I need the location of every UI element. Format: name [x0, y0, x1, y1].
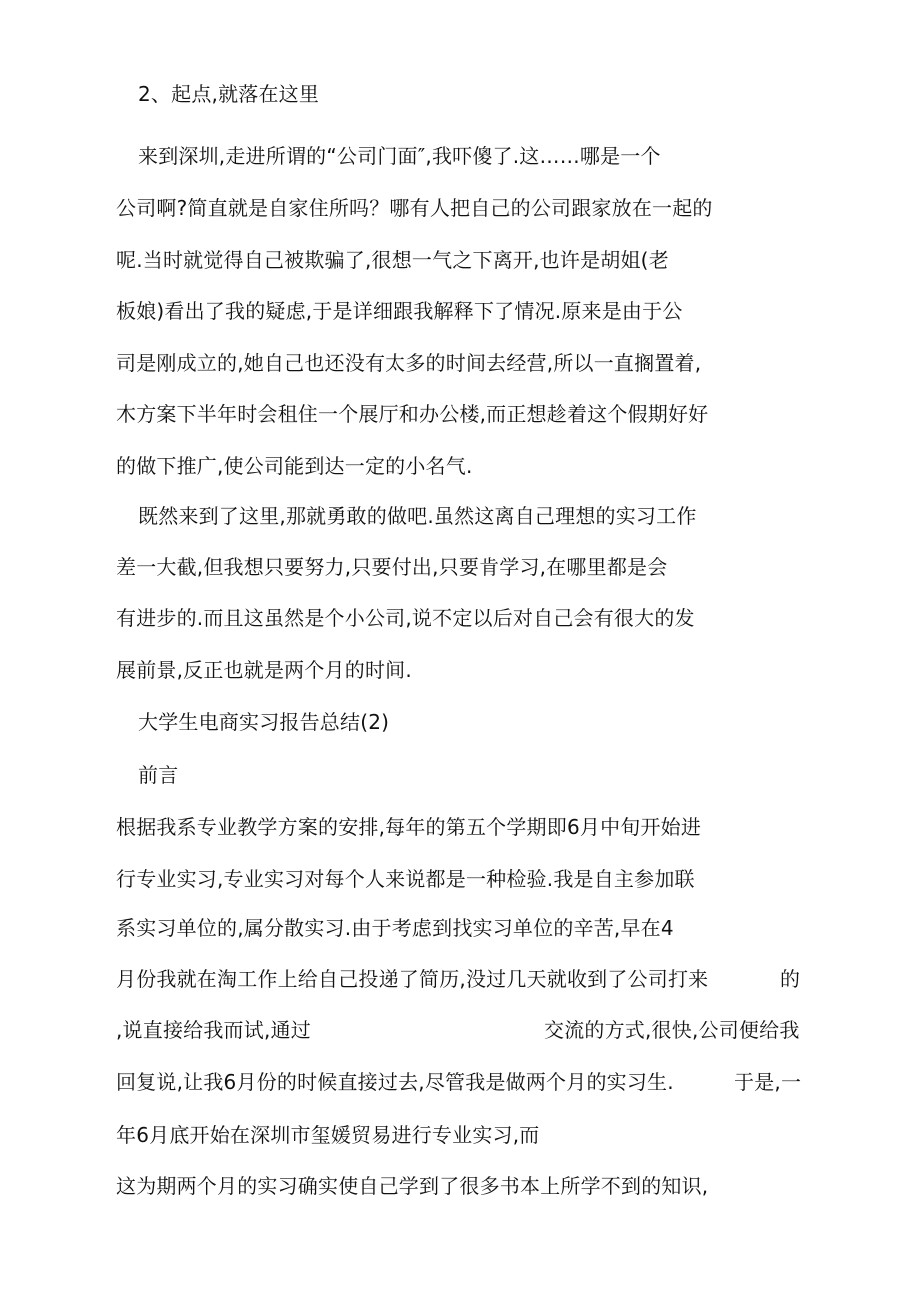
paragraph-line: 呢.当时就觉得自己被欺骗了,很想一气之下离开,也许是胡姐(老: [116, 248, 669, 272]
paragraph-line-fragment: 交流的方式,很快,公司便给我: [544, 1018, 800, 1042]
paragraph-line: 行专业实习,专业实习对每个人来说都是一种检验.我是自主参加联: [116, 867, 695, 891]
paragraph-line: 有进步的.而且这虽然是个小公司,说不定以后对自己会有很大的发: [116, 606, 695, 630]
paragraph-line: 司是刚成立的,她自己也还没有太多的时间去经营,所以一直搁置着,: [116, 351, 702, 375]
paragraph-line: 回复说,让我6月份的时候直接过去,尽管我是做两个月的实习生.: [116, 1070, 674, 1094]
paragraph-line: 木方案下半年时会租住一个展厅和办公楼,而正想趁着这个假期好好: [116, 402, 709, 426]
paragraph-line: 系实习单位的,属分散实习.由于考虑到找实习单位的辛苦,早在4: [116, 916, 674, 940]
paragraph-line: 月份我就在淘工作上给自己投递了简历,没过几天就收到了公司打来: [116, 967, 709, 991]
paragraph-line: 来到深圳,走进所谓的“公司门面″,我吓傻了.这……哪是一个: [138, 144, 661, 168]
paragraph-line: 年6月底开始在深圳市玺媛贸易进行专业实习,而: [116, 1123, 540, 1147]
paragraph-line: 差一大截,但我想只要努力,只要付出,只要肯学习,在哪里都是会: [116, 555, 668, 579]
paragraph-line: 的做下推广,使公司能到达一定的小名气.: [116, 454, 473, 478]
section-heading-starting-point: 2、起点,就落在这里: [138, 82, 320, 106]
paragraph-line: 根据我系专业教学方案的安排,每年的第五个学期即6月中旬开始进: [116, 815, 702, 839]
paragraph-line: 展前景,反正也就是两个月的时间.: [116, 658, 412, 682]
report-title: 大学生电商实习报告总结(2): [138, 710, 390, 734]
paragraph-line: 公司啊?简直就是自家住所吗？哪有人把自己的公司跟家放在一起的: [116, 196, 713, 220]
preface-heading: 前言: [138, 763, 179, 787]
paragraph-line: 既然来到了这里,那就勇敢的做吧.虽然这离自己理想的实习工作: [138, 504, 697, 528]
paragraph-line-fragment: 的: [780, 967, 801, 991]
paragraph-line: ,说直接给我而试,通过: [116, 1018, 311, 1042]
paragraph-line-fragment: 于是,一: [734, 1070, 802, 1094]
paragraph-line: 板娘)看出了我的疑虑,于是详细跟我解释下了情况.原来是由于公: [116, 299, 683, 323]
paragraph-line: 这为期两个月的实习确实使自己学到了很多书本上所学不到的知识,: [116, 1174, 709, 1198]
